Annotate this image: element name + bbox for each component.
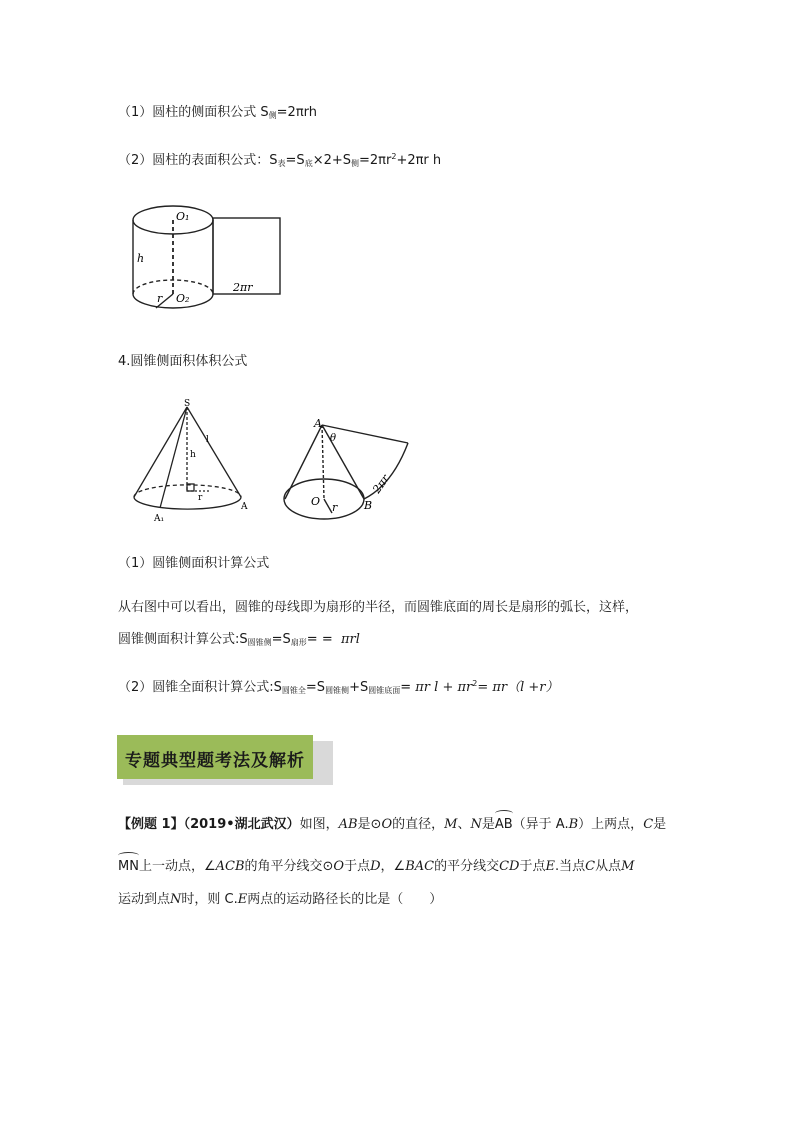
example-line-2: MN上一动点，∠ACB的角平分线交⊙O于点D，∠BAC的平分线交CD于点E.当点C从点M bbox=[118, 857, 634, 877]
example-line-1: 【例题 1】（2019•湖北武汉）如图，AB是⊙O的直径，M、N是AB（异于 A.B）上两点，C是 bbox=[118, 815, 666, 835]
section-banner bbox=[117, 735, 317, 783]
theta-label: θ bbox=[330, 433, 337, 444]
a1-label: A₁ bbox=[154, 514, 165, 524]
cone-lateral-area-title: （1）圆锥侧面积计算公式 bbox=[118, 556, 270, 571]
arc-ab: AB bbox=[495, 815, 513, 835]
circumference-label: 2πr bbox=[233, 281, 253, 294]
r-label-unfolded: r bbox=[332, 501, 338, 514]
banner-title: 专题典型题考法及解析 bbox=[125, 751, 305, 771]
cone-lateral-area-formula: 圆锥侧面积计算公式$:S_{圆锥侧}=S_{扇形}= = \pi rl$ bbox=[118, 632, 360, 647]
cone-figure bbox=[128, 397, 258, 529]
a-label-unfolded: A bbox=[314, 417, 322, 430]
cylinder-lateral-area-formula: （1）圆柱的侧面积公式 $S_侧=2\pi rh$ bbox=[118, 105, 318, 120]
o-label-unfolded: O bbox=[311, 495, 321, 508]
example-line-3: 运动到点N时，则 C.E两点的运动路径长的比是（ ） bbox=[118, 892, 443, 907]
arc-length-label: 2πr bbox=[370, 472, 393, 496]
cylinder-figure bbox=[120, 196, 295, 328]
example-label: 【例题 1】 bbox=[118, 817, 184, 832]
r-label: r bbox=[157, 292, 163, 305]
explanation-line: 从右图中可以看出，圆锥的母线即为扇形的半径，而圆锥底面的周长是扇形的弧长，这样， bbox=[118, 600, 639, 615]
section-4-title: 4.圆锥侧面积体积公式 bbox=[118, 354, 248, 369]
s-label: S bbox=[184, 399, 191, 409]
o2-label: O₂ bbox=[176, 292, 190, 305]
cone-total-area-formula: （2）圆锥全面积计算公式$:S_{圆锥全}=S_{圆锥侧}+S_{圆锥底面}= \pi r$ $l + \pi r^2= \pi r(l +r)$ bbox=[118, 679, 559, 695]
a-label: A bbox=[241, 502, 248, 512]
example-source: （2019•湖北武汉） bbox=[183, 817, 300, 832]
h-label: h bbox=[137, 252, 145, 265]
l-label: l bbox=[206, 435, 209, 445]
arc-mn: MN bbox=[118, 857, 139, 877]
h-label-cone: h bbox=[190, 450, 196, 460]
b-label: B bbox=[364, 499, 373, 512]
cylinder-surface-area-formula: （2）圆柱的表面积公式：$S_表=S_底\times 2+S_侧=2\pi r^2+2\pi r$ h bbox=[118, 152, 442, 168]
o1-label: O₁ bbox=[176, 210, 190, 223]
r-label-cone: r bbox=[198, 493, 203, 503]
unfolded-cone-figure bbox=[280, 413, 415, 529]
